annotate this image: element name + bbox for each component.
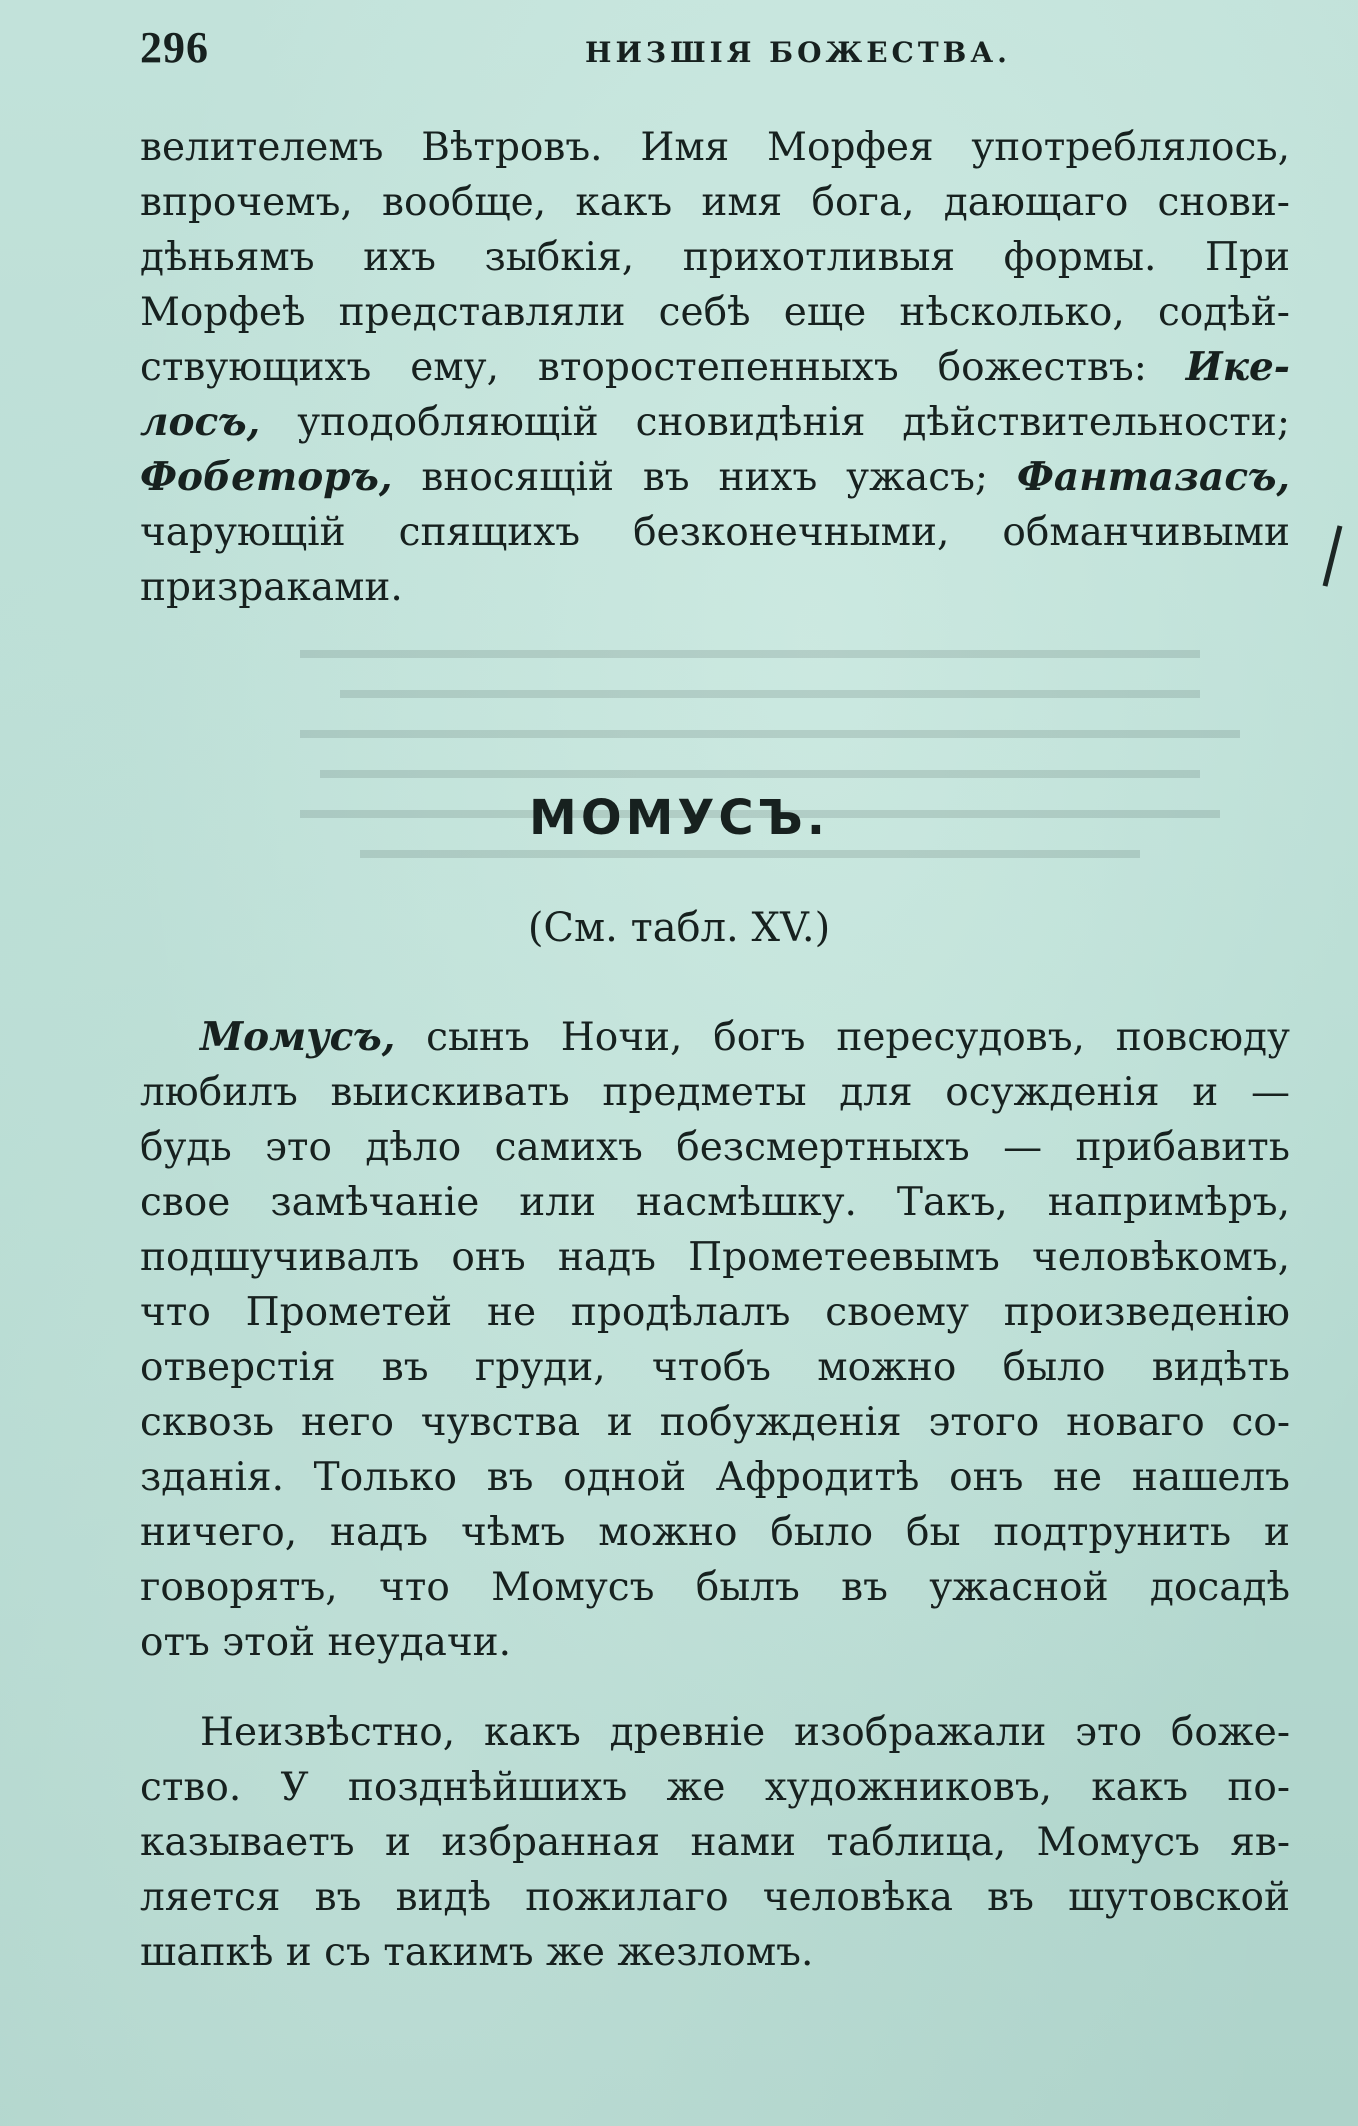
text-run: уподобляющій сновидѣнія дѣйствительности; <box>260 400 1290 445</box>
text-run: ствующихъ ему, второстепенныхъ божествъ: <box>140 345 1186 390</box>
text-line: зданія. Только въ одной Афродитѣ онъ не нашелъ <box>140 1455 1290 1500</box>
text-line <box>140 450 1290 505</box>
text-line: ляется въ видѣ пожилаго человѣка въ шутовской <box>140 1875 1290 1920</box>
morpheus-paragraph <box>140 120 1290 615</box>
text-line: велителемъ Вѣтровъ. Имя Морфея употреблялось, <box>140 125 1290 170</box>
show-through-text <box>300 640 1280 890</box>
text-line: будь это дѣло самихъ безсмертныхъ — прибавить <box>140 1125 1290 1170</box>
text-line: казываетъ и избранная нами таблица, Момусъ яв- <box>140 1820 1290 1865</box>
depiction-paragraph <box>140 1705 1290 1980</box>
text-line: призраками. <box>140 565 403 610</box>
text-line: подшучивалъ онъ надъ Прометеевымъ человѣкомъ, <box>140 1235 1290 1280</box>
deity-name-ikelos: Ике- <box>1185 344 1290 390</box>
text-line <box>140 395 1290 450</box>
text-line: шапкѣ и съ такимъ же жезломъ. <box>140 1930 814 1975</box>
text-line: дѣньямъ ихъ зыбкія, прихотливыя формы. При <box>140 235 1290 280</box>
section-title: МОМУСЪ. <box>529 790 829 846</box>
text-line: Морфеѣ представляли себѣ еще нѣсколько, содѣй- <box>140 290 1290 335</box>
text-run: вносящій въ нихъ ужасъ; <box>392 455 1017 500</box>
page-header <box>140 22 1290 82</box>
deity-name-momus: Момусъ, <box>200 1014 396 1060</box>
text-line: что Прометей не продѣлалъ своему произведенію <box>140 1290 1290 1335</box>
text-line: отъ этой неудачи. <box>140 1620 512 1665</box>
deity-name-phantasos: Фантазасъ, <box>1016 454 1290 500</box>
text-line: ство. У позднѣйшихъ же художниковъ, какъ по- <box>140 1765 1290 1810</box>
text-line: сквозь него чувства и побужденія этого новаго со- <box>140 1400 1290 1445</box>
text-line: Неизвѣстно, какъ древніе изображали это боже- <box>200 1710 1290 1755</box>
text-line: свое замѣчаніе или насмѣшку. Такъ, напримѣръ, <box>140 1180 1290 1225</box>
text-line: чарующій спящихъ безконечными, обманчивыми <box>140 510 1290 555</box>
deity-name-ikelos-end: лосъ, <box>140 399 261 445</box>
text-line <box>140 340 1290 395</box>
text-line <box>140 1010 1290 1065</box>
text-line: ничего, надъ чѣмъ можно было бы подтрунить и <box>140 1510 1290 1555</box>
text-line: любилъ выискивать предметы для осужденія и — <box>140 1070 1290 1115</box>
text-line: отверстія въ груди, чтобъ можно было видѣть <box>140 1345 1290 1390</box>
section-reference: (См. табл. XV.) <box>527 905 831 951</box>
running-head: НИЗШІЯ БОЖЕСТВА. <box>585 36 1011 69</box>
deity-name-phobetor: Фобеторъ, <box>140 454 393 500</box>
momus-paragraph <box>140 1010 1290 1670</box>
text-line: говорятъ, что Момусъ былъ въ ужасной досадѣ <box>140 1565 1290 1610</box>
page-number: 296 <box>140 23 209 72</box>
margin-pencil-mark <box>1323 525 1343 586</box>
text-run: сынъ Ночи, богъ пересудовъ, повсюду <box>395 1015 1290 1060</box>
text-line: впрочемъ, вообще, какъ имя бога, дающаго снови- <box>140 180 1290 225</box>
